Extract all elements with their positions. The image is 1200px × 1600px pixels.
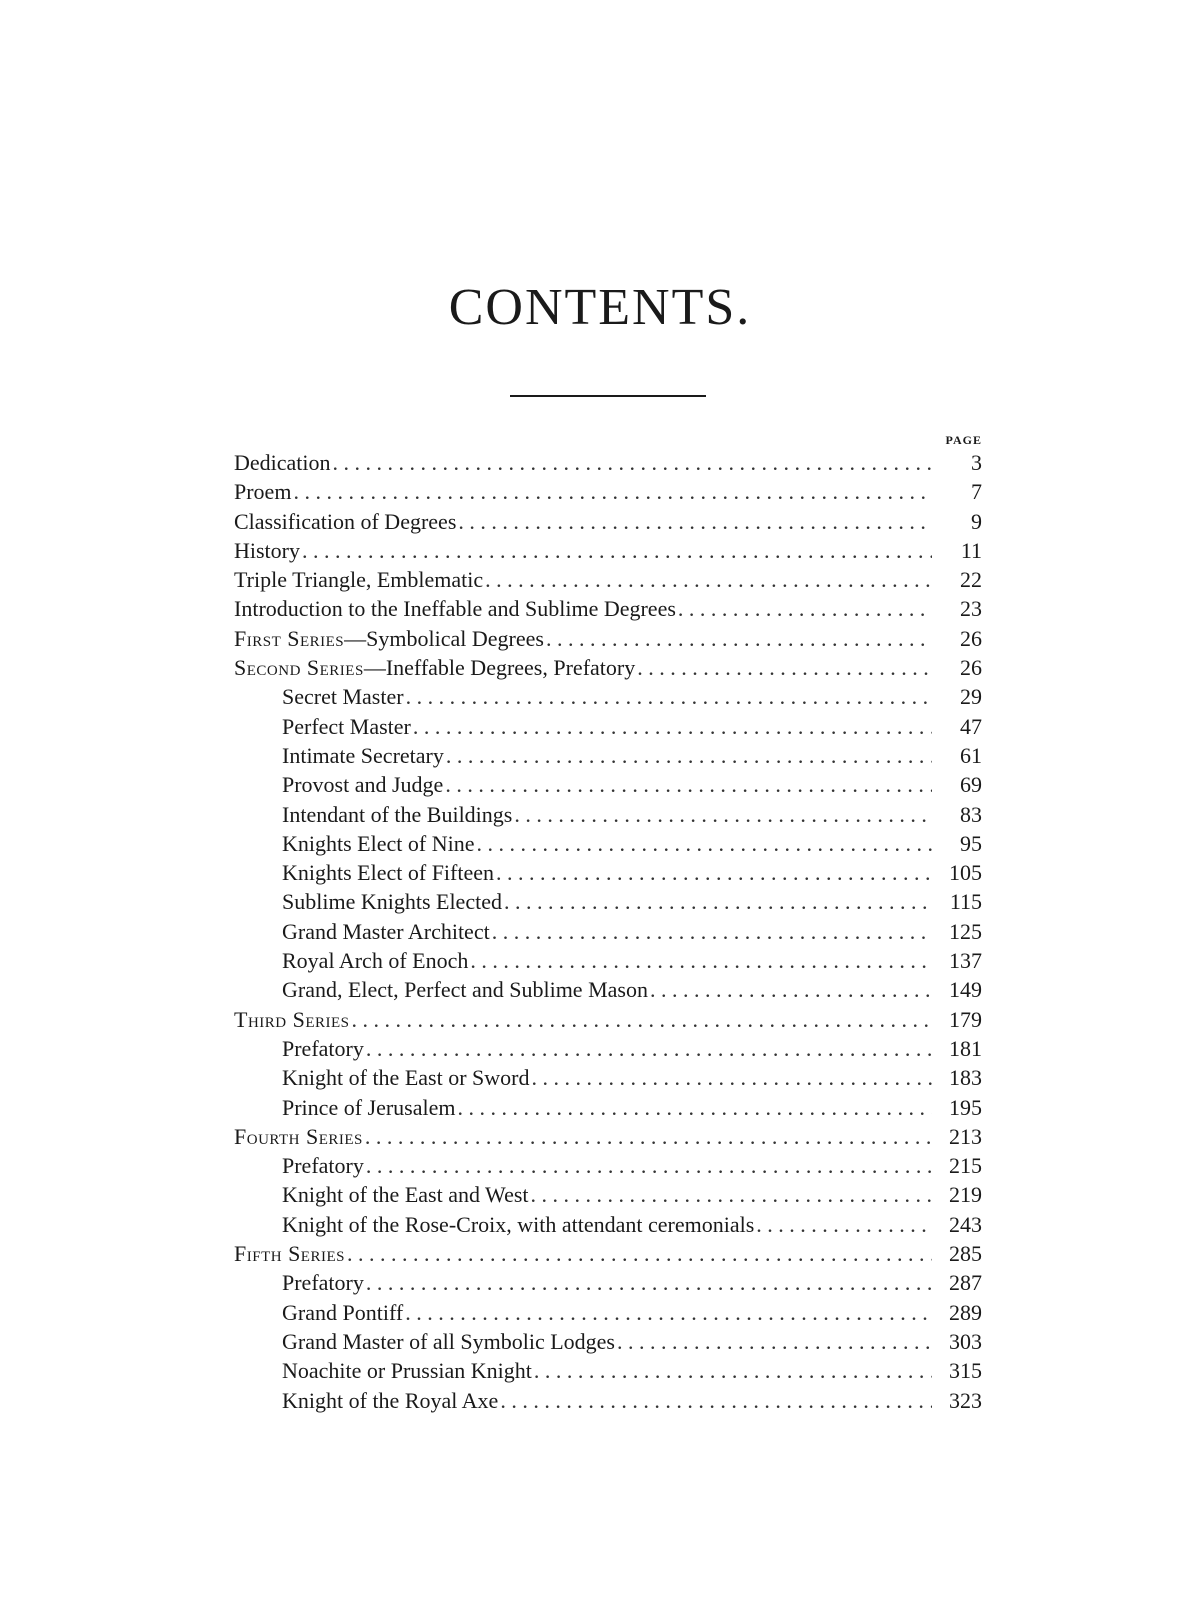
entry-title: Royal Arch of Enoch: [282, 948, 469, 974]
toc-entry-label: [282, 741, 444, 770]
page-number: 323: [949, 1387, 982, 1413]
toc-entry-label: [282, 1180, 529, 1209]
dot-leader: [637, 653, 932, 682]
series-name: Fifth Series: [234, 1241, 345, 1267]
toc-entry: [234, 1034, 982, 1063]
page-number: 105: [949, 860, 982, 886]
dot-leader: [445, 770, 932, 799]
toc-entry-label: [282, 1327, 615, 1356]
page-number: 26: [960, 655, 982, 681]
toc-entry: [234, 1180, 982, 1209]
dot-leader: [678, 594, 932, 623]
entry-title: Intimate Secretary: [282, 742, 444, 768]
dot-leader: [446, 741, 932, 770]
entry-title: Prince of Jerusalem: [282, 1094, 456, 1120]
toc-entry-label: [282, 1298, 403, 1327]
toc-entry-label: [282, 1063, 529, 1092]
toc-entry-label: [282, 1034, 364, 1063]
dot-leader: [531, 1063, 932, 1092]
toc-entry: [234, 1298, 982, 1327]
toc-entry-label: [282, 917, 490, 946]
page-number: 181: [949, 1035, 982, 1061]
dot-leader: [496, 858, 932, 887]
dot-leader: [531, 1180, 932, 1209]
toc-entry-label: [234, 594, 676, 623]
entry-title: Knight of the East or Sword: [282, 1065, 530, 1091]
dot-leader: [492, 917, 932, 946]
dot-leader: [617, 1327, 932, 1356]
toc-entry: [234, 448, 982, 477]
toc-entry: [234, 1210, 982, 1239]
toc-entry: [234, 565, 982, 594]
dot-leader: [458, 1093, 933, 1122]
toc-entry-label: [234, 507, 456, 536]
dot-leader: [413, 712, 932, 741]
entry-title: Grand, Elect, Perfect and Sublime Mason: [282, 977, 648, 1003]
page-number: 285: [949, 1241, 982, 1267]
dot-leader: [458, 507, 932, 536]
dot-leader: [365, 1122, 932, 1151]
dot-leader: [352, 1005, 932, 1034]
entry-title: Knights Elect of Fifteen: [282, 860, 495, 886]
page-column-header: PAGE: [945, 433, 982, 447]
entry-title: Knight of the East and West: [282, 1182, 529, 1208]
toc-entry-label: [234, 1005, 350, 1034]
entry-title: Triple Triangle, Emblematic: [234, 567, 484, 593]
page-number: 213: [949, 1123, 982, 1149]
toc-entry: [234, 624, 982, 653]
dot-leader: [504, 887, 932, 916]
toc-entry: [234, 682, 982, 711]
toc-entry: [234, 507, 982, 536]
toc-entry-label: [234, 536, 300, 565]
toc-entry-label: [234, 565, 483, 594]
entry-title: Prefatory: [282, 1035, 364, 1061]
toc-entry-label: [282, 770, 443, 799]
page-number: 115: [949, 889, 982, 915]
dot-leader: [405, 1298, 932, 1327]
dot-leader: [333, 448, 932, 477]
page-number: 315: [949, 1358, 982, 1384]
entry-title: Grand Master of all Symbolic Lodges: [282, 1328, 615, 1354]
entry-title: Prefatory: [282, 1153, 364, 1179]
page-number: 61: [960, 742, 982, 768]
toc-entry: [234, 1327, 982, 1356]
page-number: 3: [971, 450, 982, 475]
entry-title: Knight of the Royal Axe: [282, 1387, 499, 1413]
dot-leader: [514, 800, 932, 829]
toc-entry: [234, 1239, 982, 1268]
page-number: 95: [960, 830, 982, 856]
table-of-contents: [234, 432, 982, 1415]
toc-entry-label: [282, 1151, 364, 1180]
toc-entry: [234, 536, 982, 565]
page-number: 149: [949, 977, 982, 1003]
toc-entry: [234, 887, 982, 916]
page-title: CONTENTS.: [448, 279, 752, 336]
toc-list: [234, 448, 982, 1415]
entry-title: Classification of Degrees: [234, 508, 457, 534]
toc-entry-label: [234, 624, 544, 653]
toc-entry-label: [234, 1122, 363, 1151]
entry-title: History: [234, 537, 300, 563]
entry-title: —Symbolical Degrees: [344, 625, 544, 651]
page-number: 23: [960, 596, 982, 622]
page-number: 219: [949, 1182, 982, 1208]
toc-entry: [234, 594, 982, 623]
dot-leader: [756, 1210, 932, 1239]
toc-entry: [234, 1356, 982, 1385]
entry-title: Intendant of the Buildings: [282, 801, 513, 827]
dot-leader: [406, 682, 932, 711]
dot-leader: [476, 829, 932, 858]
toc-entry-label: [234, 477, 291, 506]
toc-entry: [234, 917, 982, 946]
entry-title: Knights Elect of Nine: [282, 830, 475, 856]
dot-leader: [366, 1151, 932, 1180]
entry-title: Dedication: [234, 450, 331, 475]
page-number: 69: [960, 772, 982, 798]
entry-title: Grand Pontiff: [282, 1299, 404, 1325]
page-number: 9: [971, 508, 982, 534]
page-number: 243: [949, 1211, 982, 1237]
dot-leader: [302, 536, 932, 565]
toc-entry: [234, 1151, 982, 1180]
entry-title: Perfect Master: [282, 713, 411, 739]
dot-leader: [366, 1034, 932, 1063]
toc-entry: [234, 477, 982, 506]
toc-entry-label: [282, 800, 512, 829]
series-name: Fourth Series: [234, 1123, 363, 1149]
page-number: 137: [949, 948, 982, 974]
page-number: 83: [960, 801, 982, 827]
page-number: 195: [949, 1094, 982, 1120]
toc-entry-label: [282, 1268, 364, 1297]
toc-entry-label: [282, 858, 494, 887]
toc-entry-label: [282, 1386, 498, 1415]
toc-entry: [234, 741, 982, 770]
entry-title: Secret Master: [282, 684, 404, 710]
page-number: 179: [949, 1006, 982, 1032]
page-number: 287: [949, 1270, 982, 1296]
toc-entry-label: [282, 975, 648, 1004]
entry-title: Grand Master Architect: [282, 918, 490, 944]
page-number: 47: [960, 713, 982, 739]
toc-entry-label: [234, 653, 635, 682]
toc-entry-label: [282, 829, 474, 858]
entry-title: Proem: [234, 479, 292, 505]
toc-entry: [234, 770, 982, 799]
entry-title: Noachite or Prussian Knight: [282, 1358, 532, 1384]
toc-entry-label: [282, 1356, 532, 1385]
toc-entry-label: [234, 1239, 345, 1268]
dot-leader: [293, 477, 932, 506]
toc-entry-label: [234, 448, 331, 477]
dot-leader: [650, 975, 932, 1004]
page-number: 29: [960, 684, 982, 710]
toc-entry: [234, 1093, 982, 1122]
toc-entry-label: [282, 682, 404, 711]
toc-entry: [234, 975, 982, 1004]
toc-entry: [234, 1005, 982, 1034]
page-number: 183: [949, 1065, 982, 1091]
page-number: 26: [960, 625, 982, 651]
page-number: 125: [949, 918, 982, 944]
series-name: Third Series: [234, 1006, 350, 1032]
toc-entry-label: [282, 1093, 456, 1122]
toc-entry-label: [282, 887, 502, 916]
series-name: First Series: [234, 625, 345, 651]
toc-entry: [234, 712, 982, 741]
toc-entry: [234, 946, 982, 975]
toc-entry-label: [282, 1210, 754, 1239]
dot-leader: [470, 946, 932, 975]
toc-entry: [234, 858, 982, 887]
page-number: 7: [971, 479, 982, 505]
dot-leader: [366, 1268, 932, 1297]
toc-entry-label: [282, 712, 411, 741]
toc-entry: [234, 1386, 982, 1415]
toc-entry: [234, 1268, 982, 1297]
entry-title: Provost and Judge: [282, 772, 444, 798]
toc-entry: [234, 829, 982, 858]
page-number: 215: [949, 1153, 982, 1179]
entry-title: Prefatory: [282, 1270, 364, 1296]
entry-title: Sublime Knights Elected: [282, 889, 502, 915]
toc-entry: [234, 1122, 982, 1151]
page-number: 22: [960, 567, 982, 593]
series-name: Second Series: [234, 655, 364, 681]
dot-leader: [534, 1356, 932, 1385]
toc-entry: [234, 800, 982, 829]
dot-leader: [485, 565, 932, 594]
dot-leader: [500, 1386, 932, 1415]
entry-title: —Ineffable Degrees, Prefatory: [363, 655, 636, 681]
entry-title: Introduction to the Ineffable and Sublime Degrees: [234, 596, 676, 622]
entry-title: Knight of the Rose-Croix, with attendant ceremonials: [282, 1211, 755, 1237]
toc-entry-label: [282, 946, 468, 975]
dot-leader: [347, 1239, 932, 1268]
title-rule: [510, 395, 706, 397]
page-number: 289: [949, 1299, 982, 1325]
page-number: 303: [949, 1328, 982, 1354]
page-number: 11: [960, 537, 982, 563]
dot-leader: [546, 624, 932, 653]
toc-entry: [234, 653, 982, 682]
toc-entry: [234, 1063, 982, 1092]
